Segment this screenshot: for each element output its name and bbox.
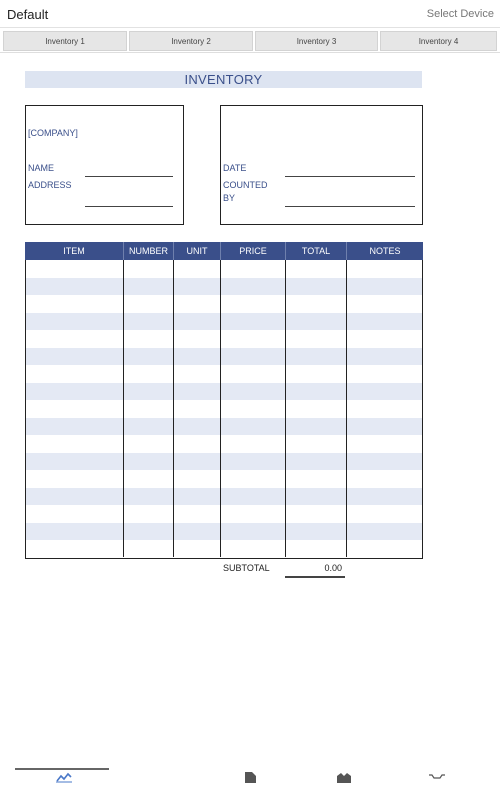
column-header-number[interactable]: NUMBER [123, 242, 173, 260]
tab-inventory-4[interactable]: Inventory 4 [380, 31, 497, 51]
table-row[interactable] [26, 540, 422, 557]
bottom-toolbar [0, 766, 500, 800]
column-divider [173, 260, 174, 557]
table-row[interactable] [26, 470, 422, 487]
table-row[interactable] [26, 295, 422, 312]
column-header-total[interactable]: TOTAL [285, 242, 346, 260]
company-info-box[interactable] [25, 105, 184, 225]
table-row[interactable] [26, 505, 422, 522]
by-label: BY [223, 193, 236, 203]
column-header-unit[interactable]: UNIT [173, 242, 220, 260]
counted-by-field-line[interactable] [285, 206, 415, 207]
table-row[interactable] [26, 418, 422, 435]
table-row[interactable] [26, 523, 422, 540]
subtotal-underline [285, 576, 345, 578]
document-icon[interactable] [241, 771, 259, 783]
table-row[interactable] [26, 330, 422, 347]
tab-inventory-2[interactable]: Inventory 2 [129, 31, 253, 51]
date-info-box[interactable] [220, 105, 423, 225]
chart-icon[interactable] [55, 771, 73, 783]
active-tab-indicator [15, 768, 109, 770]
date-label: DATE [223, 163, 247, 173]
sheet-tab-bar [0, 29, 500, 53]
name-field-line[interactable] [85, 176, 173, 177]
table-row[interactable] [26, 453, 422, 470]
date-field-line[interactable] [285, 176, 415, 177]
table-row[interactable] [26, 348, 422, 365]
table-row[interactable] [26, 383, 422, 400]
column-divider [220, 260, 221, 557]
table-row[interactable] [26, 488, 422, 505]
column-divider [123, 260, 124, 557]
table-row[interactable] [26, 313, 422, 330]
table-row[interactable] [26, 365, 422, 382]
counted-label: COUNTED [223, 180, 268, 190]
tab-inventory-3[interactable]: Inventory 3 [255, 31, 378, 51]
column-header-item[interactable]: ITEM [63, 246, 85, 256]
column-header-price[interactable]: PRICE [220, 242, 285, 260]
column-divider [285, 260, 286, 557]
address-label: ADDRESS [28, 180, 72, 190]
column-divider [346, 260, 347, 557]
table-row[interactable] [26, 400, 422, 417]
table-row[interactable] [26, 278, 422, 295]
table-row[interactable] [26, 435, 422, 452]
table-header [25, 242, 423, 260]
inventory-sheet [0, 54, 500, 766]
subtotal-label: SUBTOTAL [223, 563, 270, 573]
table-row[interactable] [26, 260, 422, 277]
tab-inventory-1[interactable]: Inventory 1 [3, 31, 127, 51]
top-bar [0, 0, 500, 28]
address-field-line[interactable] [85, 206, 173, 207]
subtotal-value[interactable]: 0.00 [324, 563, 342, 573]
inventory-table[interactable] [25, 242, 423, 559]
column-header-notes[interactable]: NOTES [346, 242, 423, 260]
company-placeholder[interactable]: [COMPANY] [28, 128, 78, 138]
building-icon[interactable] [335, 771, 353, 783]
tray-icon[interactable] [428, 771, 446, 783]
workbook-title: Default [7, 7, 49, 22]
name-label: NAME [28, 163, 55, 173]
select-device-button[interactable]: Select Device [426, 8, 494, 20]
sheet-title[interactable]: INVENTORY [25, 71, 422, 88]
